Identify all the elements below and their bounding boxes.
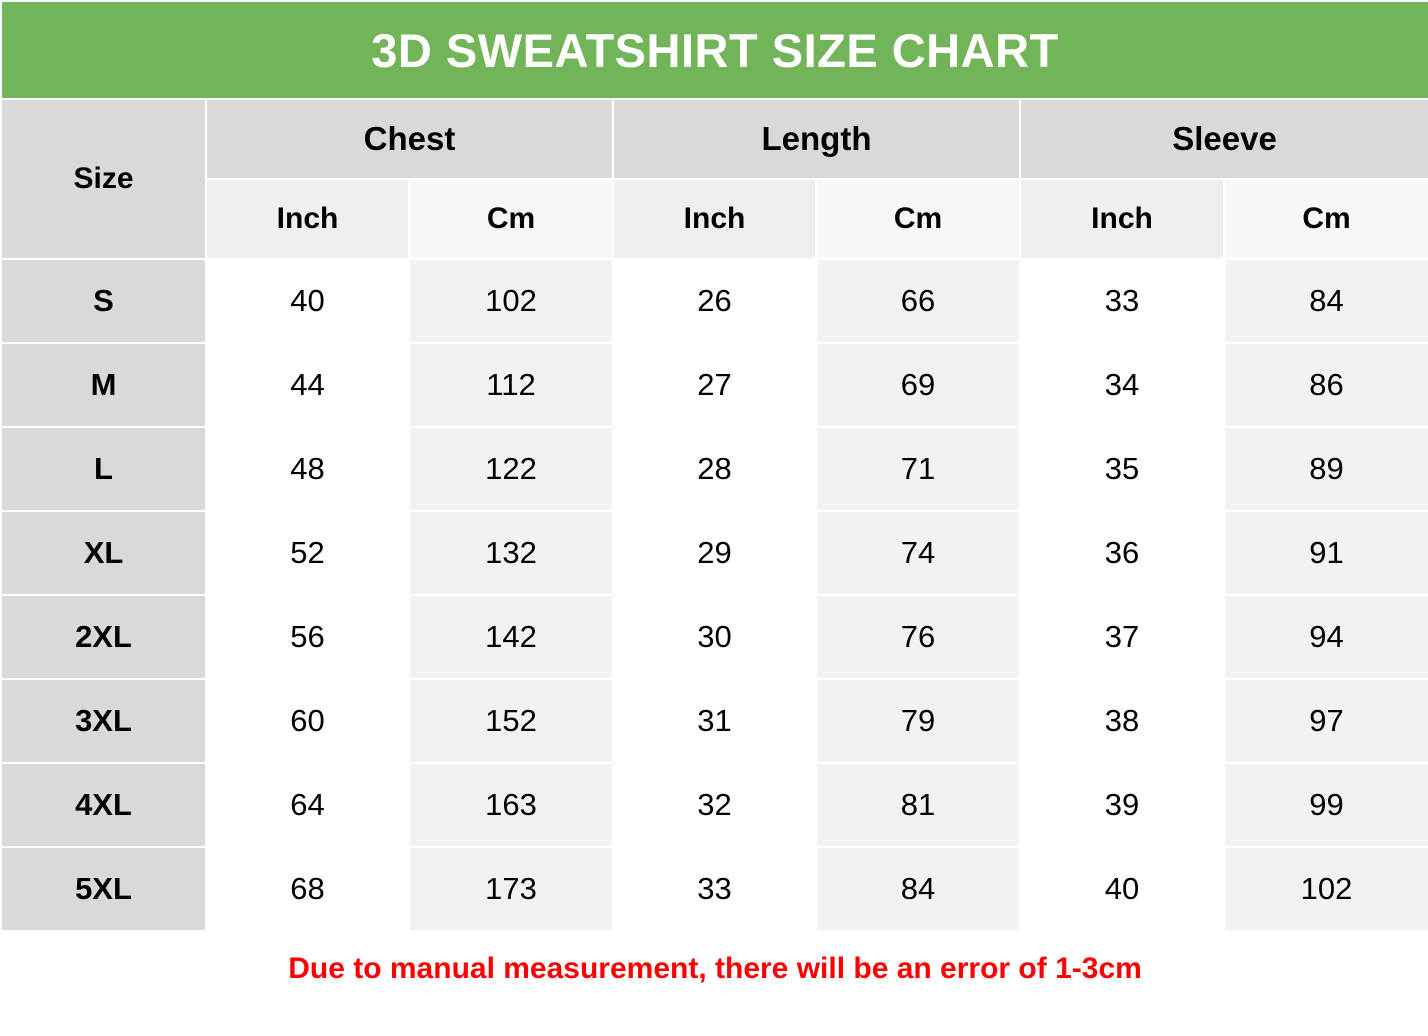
cell-chest-inch: 64	[206, 763, 409, 847]
cell-chest-cm: 102	[409, 259, 613, 343]
group-header-length: Length	[613, 99, 1020, 179]
unit-header-chest-cm: Cm	[409, 179, 613, 259]
chart-title: 3D SWEATSHIRT SIZE CHART	[1, 1, 1428, 99]
cell-sleeve-cm: 97	[1224, 679, 1428, 763]
cell-chest-inch: 52	[206, 511, 409, 595]
cell-sleeve-inch: 37	[1020, 595, 1224, 679]
cell-chest-inch: 56	[206, 595, 409, 679]
footer-cell	[1, 1007, 206, 1035]
cell-sleeve-cm: 91	[1224, 511, 1428, 595]
row-size-label: 3XL	[1, 679, 206, 763]
cell-chest-inch: 60	[206, 679, 409, 763]
table-row	[1, 511, 1428, 595]
row-size-label: S	[1, 259, 206, 343]
table-row	[1, 679, 1428, 763]
row-size-label: M	[1, 343, 206, 427]
row-size-label: 5XL	[1, 847, 206, 931]
cell-chest-inch: 48	[206, 427, 409, 511]
footer-cell	[1020, 1007, 1224, 1035]
cell-chest-cm: 152	[409, 679, 613, 763]
cell-chest-cm: 173	[409, 847, 613, 931]
cell-length-inch: 32	[613, 763, 816, 847]
table-row	[1, 595, 1428, 679]
cell-sleeve-inch: 34	[1020, 343, 1224, 427]
cell-length-cm: 84	[816, 847, 1020, 931]
cell-chest-cm: 142	[409, 595, 613, 679]
cell-length-cm: 79	[816, 679, 1020, 763]
cell-sleeve-inch: 35	[1020, 427, 1224, 511]
cell-sleeve-inch: 36	[1020, 511, 1224, 595]
size-column-header: Size	[1, 99, 206, 259]
table-row	[1, 427, 1428, 511]
group-header-row	[1, 99, 1428, 179]
footer-cell	[206, 1007, 409, 1035]
table-row	[1, 343, 1428, 427]
cell-sleeve-inch: 38	[1020, 679, 1224, 763]
cell-sleeve-cm: 102	[1224, 847, 1428, 931]
cell-length-cm: 66	[816, 259, 1020, 343]
row-size-label: 2XL	[1, 595, 206, 679]
cell-sleeve-inch: 33	[1020, 259, 1224, 343]
cell-sleeve-cm: 94	[1224, 595, 1428, 679]
cell-length-inch: 29	[613, 511, 816, 595]
cell-sleeve-inch: 39	[1020, 763, 1224, 847]
group-header-chest: Chest	[206, 99, 613, 179]
cell-sleeve-cm: 84	[1224, 259, 1428, 343]
cell-chest-inch: 40	[206, 259, 409, 343]
cell-sleeve-cm: 86	[1224, 343, 1428, 427]
footer-cell	[1224, 1007, 1428, 1035]
cell-chest-cm: 132	[409, 511, 613, 595]
unit-header-sleeve-cm: Cm	[1224, 179, 1428, 259]
note-row	[1, 931, 1428, 1007]
unit-header-row	[1, 179, 1428, 259]
cell-length-cm: 76	[816, 595, 1020, 679]
table-row	[1, 763, 1428, 847]
footer-strip	[1, 1007, 1428, 1035]
cell-length-inch: 30	[613, 595, 816, 679]
unit-header-length-inch: Inch	[613, 179, 816, 259]
cell-chest-cm: 163	[409, 763, 613, 847]
cell-sleeve-cm: 89	[1224, 427, 1428, 511]
group-header-sleeve: Sleeve	[1020, 99, 1428, 179]
footer-cell	[409, 1007, 613, 1035]
row-size-label: L	[1, 427, 206, 511]
cell-sleeve-cm: 99	[1224, 763, 1428, 847]
cell-length-cm: 69	[816, 343, 1020, 427]
cell-chest-cm: 122	[409, 427, 613, 511]
measurement-note: Due to manual measurement, there will be an error of 1-3cm	[1, 931, 1428, 1007]
cell-length-cm: 81	[816, 763, 1020, 847]
cell-chest-inch: 68	[206, 847, 409, 931]
row-size-label: 4XL	[1, 763, 206, 847]
cell-length-cm: 74	[816, 511, 1020, 595]
cell-length-inch: 31	[613, 679, 816, 763]
table-row	[1, 259, 1428, 343]
cell-chest-cm: 112	[409, 343, 613, 427]
unit-header-length-cm: Cm	[816, 179, 1020, 259]
cell-length-inch: 28	[613, 427, 816, 511]
unit-header-sleeve-inch: Inch	[1020, 179, 1224, 259]
cell-length-inch: 27	[613, 343, 816, 427]
cell-length-inch: 33	[613, 847, 816, 931]
cell-length-cm: 71	[816, 427, 1020, 511]
cell-sleeve-inch: 40	[1020, 847, 1224, 931]
footer-cell	[816, 1007, 1020, 1035]
title-row	[1, 1, 1428, 99]
footer-cell	[613, 1007, 816, 1035]
row-size-label: XL	[1, 511, 206, 595]
cell-length-inch: 26	[613, 259, 816, 343]
unit-header-chest-inch: Inch	[206, 179, 409, 259]
cell-chest-inch: 44	[206, 343, 409, 427]
table-row	[1, 847, 1428, 931]
